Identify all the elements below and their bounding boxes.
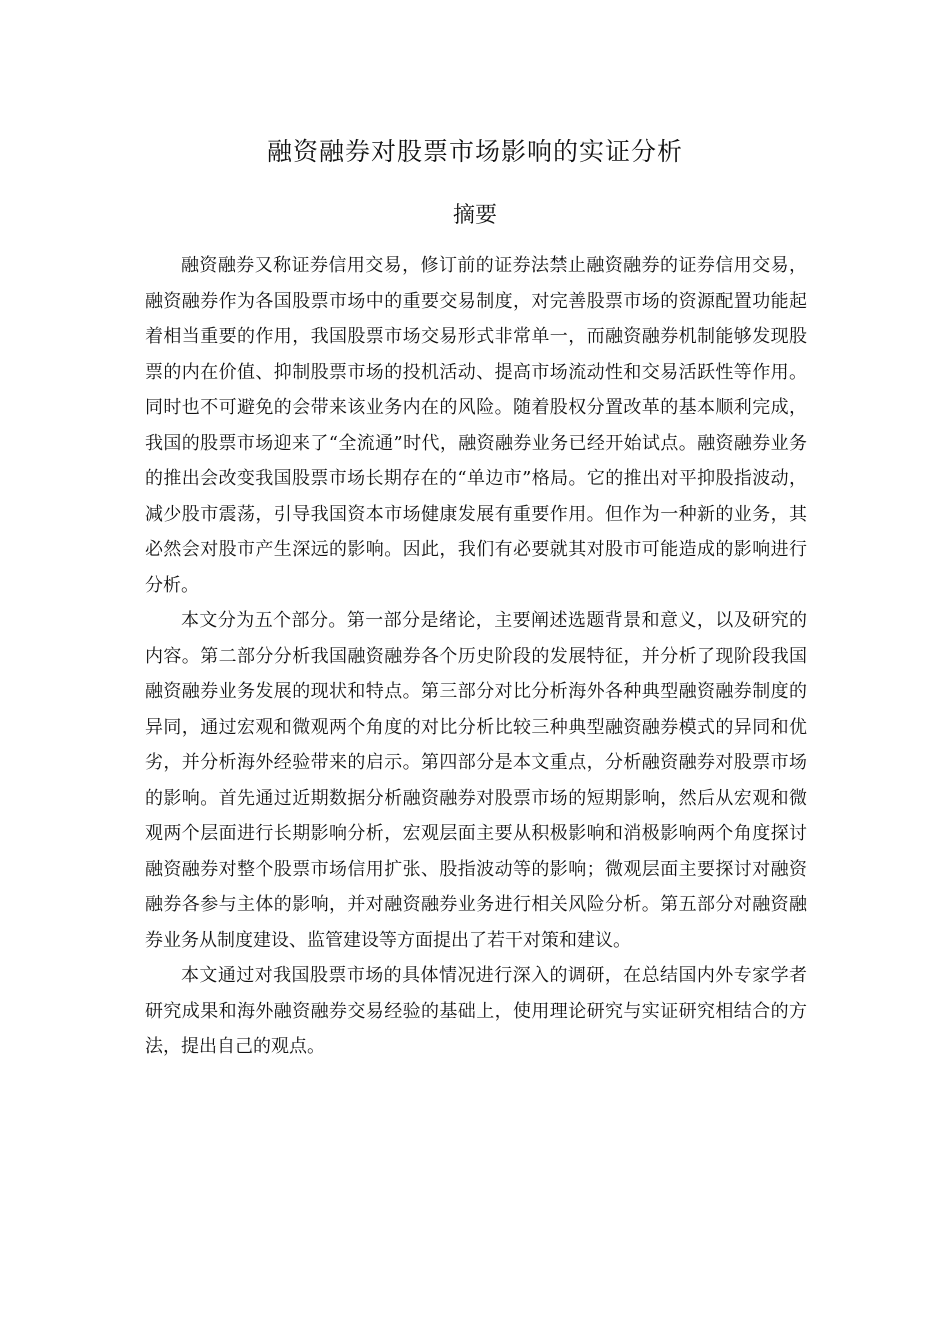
abstract-body xyxy=(145,248,807,1065)
document-title: 融资融券对股票市场影响的实证分析 xyxy=(266,137,683,166)
abstract-paragraph-3: 本文通过对我国股票市场的具体情况进行深入的调研，在总结国内外专家学者研究成果和海外融资融券交易经验的基础上，使用理论研究与实证研究相结合的方法，提出自己的观点。 xyxy=(145,965,807,1057)
abstract-paragraph-1: 融资融券又称证券信用交易，修订前的证券法禁止融资融券的证券信用交易，融资融券作为各国股票市场中的重要交易制度，对完善股票市场的资源配置功能起着相当重要的作用，我国股票市场交易形式非常单一，而融资融券机制能够发现股票的内在价值、抑制股票市场的投机活动、提高市场流动性和交易活跃性等作用。同时也不可避免的会带来该业务内在的风险。随着股权分置改革的基本顺利完成，我国的股票市场迎来了“全流通”时代，融资融券业务已经开始试点。融资融券业务的推出会改变我国股票市场长期存在的“单边市”格局。它的推出对平抑股指波动，减少股市震荡，引导我国资本市场健康发展有重要作用。但作为一种新的业务，其必然会对股市产生深远的影响。因此，我们有必要就其对股市可能造成的影响进行分析。 xyxy=(145,255,807,596)
abstract-heading: 摘要 xyxy=(452,203,497,228)
abstract-paragraph-2: 本文分为五个部分。第一部分是绪论，主要阐述选题背景和意义，以及研究的内容。第二部分分析我国融资融券各个历史阶段的发展特征，并分析了现阶段我国融资融券业务发展的现状和特点。第三部分对比分析海外各种典型融资融券制度的异同，通过宏观和微观两个角度的对比分析比较三种典型融资融券模式的异同和优劣，并分析海外经验带来的启示。第四部分是本文重点，分析融资融券对股票市场的影响。首先通过近期数据分析融资融券对股票市场的短期影响，然后从宏观和微观两个层面进行长期影响分析，宏观层面主要从积极影响和消极影响两个角度探讨融资融券对整个股票市场信用扩张、股指波动等的影响；微观层面主要探讨对融资融券各参与主体的影响，并对融资融券业务进行相关风险分析。第五部分对融资融券业务从制度建设、监管建设等方面提出了若干对策和建议。 xyxy=(145,610,807,951)
